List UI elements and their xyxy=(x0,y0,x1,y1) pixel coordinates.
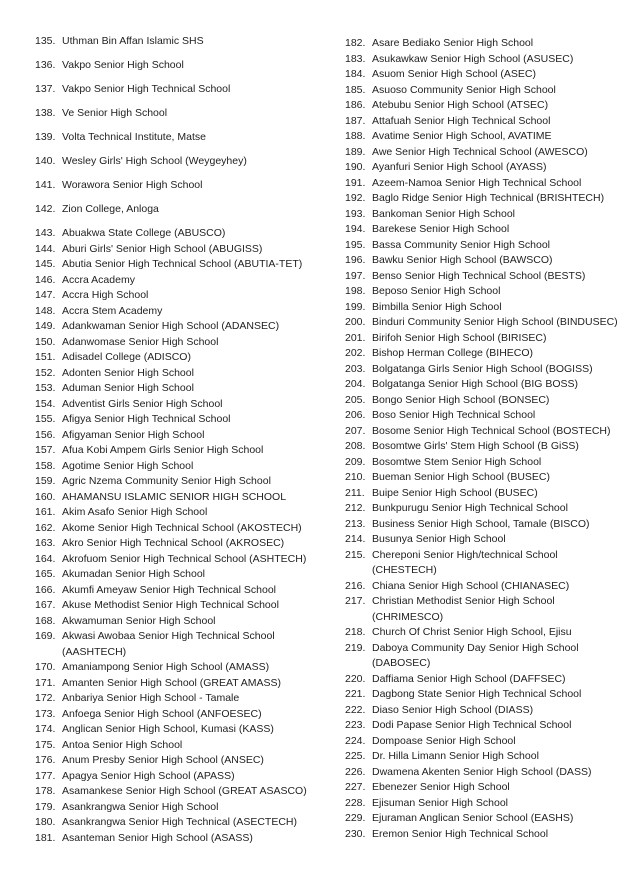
list-item xyxy=(345,749,619,765)
list-item xyxy=(35,567,337,583)
list-item xyxy=(345,796,619,812)
school-name: Azeem-Namoa Senior High Technical School xyxy=(372,176,582,189)
school-name: Agotime Senior High School xyxy=(62,459,194,472)
list-item xyxy=(35,831,337,847)
item-number: 215. xyxy=(345,548,366,561)
list-item xyxy=(345,362,619,378)
school-name: Akrofuom Senior High Technical School (ASHTECH) xyxy=(62,552,307,565)
list-item xyxy=(35,505,337,521)
school-name: Ayanfuri Senior High School (AYASS) xyxy=(372,161,547,173)
school-name: Accra Academy xyxy=(62,273,135,286)
list-item xyxy=(35,106,337,122)
list-item xyxy=(345,827,619,843)
item-number: 163. xyxy=(35,537,56,549)
school-name: Asamankese Senior High School (GREAT ASASCO) xyxy=(62,785,307,797)
school-name: Bunkpurugu Senior High Technical School xyxy=(372,502,568,514)
school-name xyxy=(372,548,558,579)
school-name: Dr. Hilla Limann Senior High School xyxy=(372,750,539,762)
item-number: 221. xyxy=(345,688,366,700)
school-name: Bongo Senior High School (BONSEC) xyxy=(372,393,550,406)
list-item xyxy=(345,455,619,471)
school-name-line1: Christian Methodist Senior High School xyxy=(372,595,555,607)
list-item xyxy=(35,58,337,74)
school-name: Amanten Senior High School (GREAT AMASS) xyxy=(62,676,282,689)
item-number: 136. xyxy=(35,59,56,71)
school-name: Bosome Senior High Technical School (BOSTECH) xyxy=(372,424,611,437)
list-item xyxy=(35,660,337,676)
school-name: Vakpo Senior High Technical School xyxy=(62,83,231,95)
list-item xyxy=(345,238,619,254)
list-item xyxy=(345,687,619,703)
list-item xyxy=(35,738,337,754)
school-name: Amaniampong Senior High School (AMASS) xyxy=(62,661,270,673)
list-item xyxy=(35,226,337,242)
school-name: Asuom Senior High School (ASEC) xyxy=(372,68,536,80)
list-item xyxy=(345,253,619,269)
list-item xyxy=(35,614,337,630)
item-number: 161. xyxy=(35,506,56,518)
school-name: Ebenezer Senior High School xyxy=(372,781,510,793)
item-number: 223. xyxy=(345,719,366,731)
list-item xyxy=(345,191,619,207)
school-name: Abutia Senior High Technical School (ABUTIA-TET) xyxy=(62,258,303,270)
school-name: Atebubu Senior High School (ATSEC) xyxy=(372,99,549,111)
list-item xyxy=(35,536,337,552)
school-name: Asanteman Senior High School (ASASS) xyxy=(62,831,253,844)
school-name: Asankrangwa Senior High Technical (ASECTECH) xyxy=(62,816,297,828)
item-number: 213. xyxy=(345,517,366,530)
school-name-line1: Daboya Community Day Senior High School xyxy=(372,641,579,654)
item-number: 188. xyxy=(345,130,366,142)
item-number: 184. xyxy=(345,68,366,80)
school-name: Anum Presby Senior High School (ANSEC) xyxy=(62,754,264,766)
list-item xyxy=(345,331,619,347)
list-item xyxy=(35,288,337,304)
list-item xyxy=(345,315,619,331)
school-name: Bosomtwe Girls' Stem High School (B GiSS) xyxy=(372,440,579,452)
list-item xyxy=(345,672,619,688)
item-number: 203. xyxy=(345,362,366,375)
item-number: 145. xyxy=(35,258,56,270)
school-name: Agric Nzema Community Senior High School xyxy=(62,475,271,487)
item-number: 216. xyxy=(345,579,366,592)
list-item xyxy=(345,393,619,409)
school-name: Adankwaman Senior High School (ADANSEC) xyxy=(62,320,280,332)
school-name: Asuoso Community Senior High School xyxy=(372,83,556,96)
item-number: 204. xyxy=(345,378,366,390)
item-number: 154. xyxy=(35,397,56,410)
list-item xyxy=(345,98,619,114)
item-number: 146. xyxy=(35,273,56,286)
item-number: 205. xyxy=(345,393,366,406)
list-item xyxy=(35,257,337,273)
list-item xyxy=(345,718,619,734)
list-item xyxy=(35,242,337,258)
item-number: 185. xyxy=(345,83,366,96)
school-name-line1: Akwasi Awobaa Senior High Technical School xyxy=(62,630,275,642)
list-item xyxy=(345,517,619,533)
school-name: Akuse Methodist Senior High Technical School xyxy=(62,599,279,611)
item-number: 200. xyxy=(345,316,366,328)
list-item xyxy=(35,335,337,351)
item-number: 153. xyxy=(35,382,56,394)
school-list-column-right xyxy=(345,36,619,842)
item-number: 162. xyxy=(35,521,56,534)
school-name: Afua Kobi Ampem Girls Senior High School xyxy=(62,444,264,456)
item-number: 227. xyxy=(345,781,366,793)
school-name: Zion College, Anloga xyxy=(62,203,159,215)
item-number: 173. xyxy=(35,707,56,720)
list-item xyxy=(345,765,619,781)
school-name: Ejisuman Senior High School xyxy=(372,796,508,809)
list-item xyxy=(345,408,619,424)
item-number: 152. xyxy=(35,366,56,379)
school-name: Bankoman Senior High School xyxy=(372,207,516,220)
school-name-line2: (CHESTECH) xyxy=(372,564,437,576)
list-item xyxy=(345,129,619,145)
item-number: 179. xyxy=(35,800,56,813)
list-item xyxy=(345,579,619,595)
item-number: 228. xyxy=(345,796,366,809)
list-item xyxy=(35,412,337,428)
list-item xyxy=(35,676,337,692)
school-name-line2: (AASHTECH) xyxy=(62,645,127,658)
item-number: 214. xyxy=(345,533,366,545)
school-name: Asare Bediako Senior High School xyxy=(372,37,534,49)
item-number: 224. xyxy=(345,734,366,747)
school-name: Bueman Senior High School (BUSEC) xyxy=(372,471,550,483)
item-number: 148. xyxy=(35,304,56,317)
list-item xyxy=(35,691,337,707)
item-number: 138. xyxy=(35,107,56,119)
school-name: Bolgatanga Senior High School (BIG BOSS) xyxy=(372,378,579,390)
school-name xyxy=(372,641,579,672)
school-name: Adanwomase Senior High School xyxy=(62,335,219,348)
list-item xyxy=(345,548,619,579)
item-number: 198. xyxy=(345,285,366,297)
school-name: Diaso Senior High School (DIASS) xyxy=(372,703,534,716)
item-number: 180. xyxy=(35,816,56,828)
school-name: Daffiama Senior High School (DAFFSEC) xyxy=(372,672,566,685)
item-number: 141. xyxy=(35,179,56,191)
list-item xyxy=(35,784,337,800)
school-name: Dagbong State Senior High Technical School xyxy=(372,688,582,700)
list-item xyxy=(35,130,337,146)
item-number: 201. xyxy=(345,331,366,344)
school-name: Wesley Girls' High School (Weygeyhey) xyxy=(62,155,247,167)
item-number: 209. xyxy=(345,455,366,468)
school-name: Anbariya Senior High School - Tamale xyxy=(62,692,240,704)
item-number: 160. xyxy=(35,490,56,503)
list-item xyxy=(35,474,337,490)
school-name: Buipe Senior High School (BUSEC) xyxy=(372,486,538,499)
school-name: Vakpo Senior High School xyxy=(62,59,184,71)
school-name: Dompoase Senior High School xyxy=(372,734,516,747)
item-number: 167. xyxy=(35,599,56,611)
school-name: Attafuah Senior High Technical School xyxy=(372,114,551,127)
school-name: Bolgatanga Girls Senior High School (BOGISS) xyxy=(372,362,593,375)
list-item xyxy=(345,83,619,99)
school-name: Apagya Senior High School (APASS) xyxy=(62,769,235,782)
school-name: Baglo Ridge Senior High Technical (BRISHTECH) xyxy=(372,192,605,204)
list-item xyxy=(35,428,337,444)
item-number: 174. xyxy=(35,723,56,735)
item-number: 181. xyxy=(35,831,56,844)
list-item xyxy=(345,222,619,238)
school-name: Bishop Herman College (BIHECO) xyxy=(372,347,534,359)
list-item xyxy=(35,304,337,320)
item-number: 199. xyxy=(345,300,366,313)
school-name: Ve Senior High School xyxy=(62,107,168,119)
item-number: 229. xyxy=(345,812,366,824)
school-name: Adonten Senior High School xyxy=(62,366,194,379)
item-number: 202. xyxy=(345,347,366,359)
list-item xyxy=(35,154,337,170)
school-name: Aburi Girls' Senior High School (ABUGISS) xyxy=(62,242,263,255)
item-number: 206. xyxy=(345,409,366,421)
list-item xyxy=(345,734,619,750)
item-number: 212. xyxy=(345,502,366,514)
item-number: 168. xyxy=(35,614,56,627)
item-number: 230. xyxy=(345,827,366,840)
school-name xyxy=(62,629,275,660)
item-number: 143. xyxy=(35,227,56,239)
item-number: 169. xyxy=(35,630,56,642)
item-number: 151. xyxy=(35,351,56,363)
list-item xyxy=(35,629,337,660)
school-name: Church Of Christ Senior High School, Ejisu xyxy=(372,626,572,638)
school-list-column-left xyxy=(35,34,337,846)
item-number: 219. xyxy=(345,641,366,654)
list-item xyxy=(345,284,619,300)
list-item xyxy=(35,800,337,816)
list-item xyxy=(35,443,337,459)
list-item xyxy=(345,176,619,192)
school-name: Bosomtwe Stem Senior High School xyxy=(372,455,542,468)
list-item xyxy=(35,34,337,50)
list-item xyxy=(35,202,337,218)
list-item xyxy=(345,52,619,68)
list-item xyxy=(35,178,337,194)
list-item xyxy=(345,207,619,223)
item-number: 159. xyxy=(35,475,56,487)
school-name: Adventist Girls Senior High School xyxy=(62,397,223,410)
item-number: 135. xyxy=(35,35,56,47)
school-name: Afigyaman Senior High School xyxy=(62,428,205,441)
item-number: 196. xyxy=(345,254,366,266)
school-name: Aduman Senior High School xyxy=(62,382,194,394)
school-name xyxy=(372,594,555,625)
school-name: Uthman Bin Affan Islamic SHS xyxy=(62,35,204,47)
list-item xyxy=(345,532,619,548)
school-name: Binduri Community Senior High School (BINDUSEC) xyxy=(372,316,618,328)
list-item xyxy=(35,722,337,738)
school-name: Antoa Senior High School xyxy=(62,738,183,751)
list-item xyxy=(35,521,337,537)
school-name: Bassa Community Senior High School xyxy=(372,238,550,251)
item-number: 150. xyxy=(35,335,56,348)
item-number: 187. xyxy=(345,114,366,127)
item-number: 175. xyxy=(35,738,56,751)
item-number: 183. xyxy=(345,52,366,65)
list-item xyxy=(35,753,337,769)
list-item xyxy=(345,501,619,517)
list-item xyxy=(345,625,619,641)
school-name: Anglican Senior High School, Kumasi (KASS) xyxy=(62,723,274,735)
item-number: 218. xyxy=(345,626,366,638)
school-name: Abuakwa State College (ABUSCO) xyxy=(62,227,226,239)
school-name: Beposo Senior High School xyxy=(372,285,501,297)
school-name: Bawku Senior High School (BAWSCO) xyxy=(372,254,553,266)
list-item xyxy=(35,350,337,366)
school-name: Busunya Senior High School xyxy=(372,533,506,545)
item-number: 157. xyxy=(35,444,56,456)
item-number: 142. xyxy=(35,203,56,215)
school-name: Accra High School xyxy=(62,289,149,301)
school-name: Chiana Senior High School (CHIANASEC) xyxy=(372,579,570,592)
school-name: Volta Technical Institute, Matse xyxy=(62,131,206,143)
school-name: Accra Stem Academy xyxy=(62,304,163,317)
item-number: 195. xyxy=(345,238,366,251)
school-name: Benso Senior High Technical School (BESTS) xyxy=(372,269,586,282)
list-item xyxy=(345,114,619,130)
school-name: Worawora Senior High School xyxy=(62,179,203,191)
item-number: 172. xyxy=(35,692,56,704)
item-number: 207. xyxy=(345,424,366,437)
list-item xyxy=(345,36,619,52)
school-name: Barekese Senior High School xyxy=(372,223,510,235)
item-number: 217. xyxy=(345,595,366,607)
item-number: 193. xyxy=(345,207,366,220)
list-item xyxy=(35,552,337,568)
school-name: Awe Senior High Technical School (AWESCO) xyxy=(372,145,588,158)
list-item xyxy=(345,811,619,827)
list-item xyxy=(345,269,619,285)
list-item xyxy=(345,145,619,161)
item-number: 178. xyxy=(35,785,56,797)
item-number: 158. xyxy=(35,459,56,472)
list-item xyxy=(35,598,337,614)
item-number: 156. xyxy=(35,428,56,441)
item-number: 171. xyxy=(35,676,56,689)
list-item xyxy=(35,82,337,98)
item-number: 164. xyxy=(35,552,56,565)
list-item xyxy=(345,67,619,83)
item-number: 137. xyxy=(35,83,56,95)
item-number: 170. xyxy=(35,661,56,673)
item-number: 140. xyxy=(35,155,56,167)
school-name: Ejuraman Anglican Senior School (EASHS) xyxy=(372,812,574,824)
list-item xyxy=(35,273,337,289)
school-name: Business Senior High School, Tamale (BISCO) xyxy=(372,517,590,530)
school-name: Afigya Senior High Technical School xyxy=(62,413,231,425)
list-item xyxy=(35,381,337,397)
school-name: Akim Asafo Senior High School xyxy=(62,506,208,518)
item-number: 210. xyxy=(345,471,366,483)
item-number: 222. xyxy=(345,703,366,716)
list-item xyxy=(345,486,619,502)
list-item xyxy=(35,707,337,723)
school-name: Akumfi Ameyaw Senior High Technical School xyxy=(62,583,276,596)
item-number: 165. xyxy=(35,568,56,580)
school-name: Bimbilla Senior High School xyxy=(372,300,502,313)
item-number: 182. xyxy=(345,37,366,49)
list-item xyxy=(345,377,619,393)
school-name-line2: (CHRIMESCO) xyxy=(372,610,444,623)
list-item xyxy=(345,594,619,625)
item-number: 220. xyxy=(345,672,366,685)
school-name: Avatime Senior High School, AVATIME xyxy=(372,130,552,142)
school-name: Boso Senior High Technical School xyxy=(372,409,536,421)
item-number: 226. xyxy=(345,765,366,778)
item-number: 186. xyxy=(345,99,366,111)
school-name: Anfoega Senior High School (ANFOESEC) xyxy=(62,707,262,720)
list-item xyxy=(35,769,337,785)
school-name: Akwamuman Senior High School xyxy=(62,614,216,627)
item-number: 176. xyxy=(35,754,56,766)
list-item xyxy=(345,439,619,455)
item-number: 211. xyxy=(345,486,365,499)
list-item xyxy=(345,160,619,176)
school-name-line2: (DABOSEC) xyxy=(372,657,431,669)
item-number: 149. xyxy=(35,320,56,332)
school-name: Adisadel College (ADISCO) xyxy=(62,351,191,363)
item-number: 144. xyxy=(35,242,56,255)
item-number: 189. xyxy=(345,145,366,158)
school-name: Akome Senior High Technical School (AKOSTECH) xyxy=(62,521,302,534)
school-name: Asankrangwa Senior High School xyxy=(62,800,219,813)
school-name: Asukawkaw Senior High School (ASUSEC) xyxy=(372,52,574,65)
item-number: 225. xyxy=(345,750,366,762)
item-number: 177. xyxy=(35,769,56,782)
list-item xyxy=(35,490,337,506)
item-number: 192. xyxy=(345,192,366,204)
item-number: 147. xyxy=(35,289,56,301)
list-item xyxy=(345,780,619,796)
list-item xyxy=(35,319,337,335)
school-name: Dwamena Akenten Senior High School (DASS) xyxy=(372,765,592,778)
item-number: 166. xyxy=(35,583,56,596)
list-item xyxy=(35,366,337,382)
item-number: 197. xyxy=(345,269,366,282)
item-number: 139. xyxy=(35,131,56,143)
list-item xyxy=(35,815,337,831)
school-name: Eremon Senior High Technical School xyxy=(372,827,549,840)
item-number: 191. xyxy=(345,176,366,189)
list-item xyxy=(35,397,337,413)
list-item xyxy=(35,459,337,475)
school-name: Dodi Papase Senior High Technical School xyxy=(372,719,572,731)
list-item xyxy=(345,300,619,316)
list-item xyxy=(345,424,619,440)
list-item xyxy=(35,583,337,599)
item-number: 194. xyxy=(345,223,366,235)
school-name: AHAMANSU ISLAMIC SENIOR HIGH SCHOOL xyxy=(62,490,287,503)
list-item xyxy=(345,641,619,672)
item-number: 155. xyxy=(35,413,56,425)
school-name: Akumadan Senior High School xyxy=(62,568,206,580)
list-item xyxy=(345,346,619,362)
list-item xyxy=(345,703,619,719)
item-number: 190. xyxy=(345,161,366,173)
school-name: Akro Senior High Technical School (AKROSEC) xyxy=(62,537,285,549)
list-item xyxy=(345,470,619,486)
item-number: 208. xyxy=(345,440,366,452)
school-name: Birifoh Senior High School (BIRISEC) xyxy=(372,331,547,344)
school-name-line1: Chereponi Senior High/technical School xyxy=(372,548,558,561)
